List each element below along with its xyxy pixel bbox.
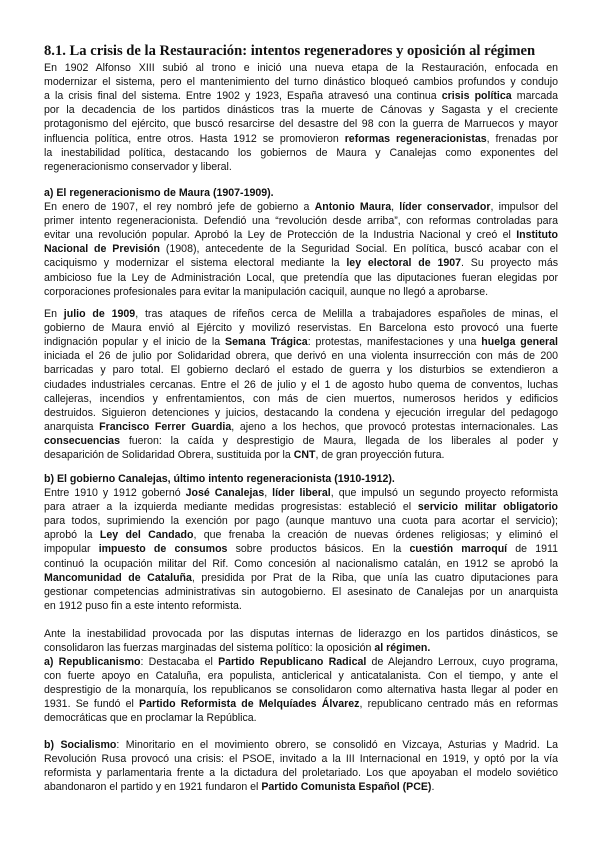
text-line: corporaciones profesionales para evitar la manipulación caciquil, aunque no llegó a aprobarse. bbox=[44, 285, 489, 298]
text-line: para atraer a la izquierda mediante medidas progresistas: estableció el servicio militar obligatorio bbox=[44, 501, 558, 514]
text-line: por la decadencia de los partidos dinásticos tras la muerte de Cánovas y Sagasta y el creciente bbox=[44, 104, 558, 117]
text-line: desprestigio de la monarquía, los republicanos se consolidaron como alternativa hasta llegar al poder en bbox=[44, 684, 558, 697]
text-line: b) Socialismo: Minoritario en el movimiento obrero, se consolidó en Vizcaya, Asturias y Madrid. La bbox=[44, 739, 558, 751]
text-line: para todos, suprimiendo la exención por pago (aunque mantuvo una cuota para acortar el servicio); bbox=[44, 515, 558, 528]
maura-heading: a) El regeneracionismo de Maura (1907-1909). bbox=[44, 187, 274, 199]
text-line: consecuencias fueron: la caída y desprestigio de Maura, llegada de los liberales al poder y bbox=[44, 434, 558, 447]
text-line: caciquismo y modernizar el sistema electoral mediante la ley electoral de 1907. Su proyecto más bbox=[44, 257, 558, 270]
text-line: a) Republicanismo: Destacaba el Partido Republicano Radical de Alejandro Lerroux, cuyo programa, bbox=[44, 656, 558, 668]
text-line: En julio de 1909, tras ataques de rifeños cerca de Melilla a trabajadores españoles de minas, el bbox=[44, 308, 558, 320]
text-line: la inestabilidad política, destacando los gobiernos de Maura y Canalejas como exponentes del bbox=[44, 146, 558, 159]
text-line: destruidos. Siguieron detenciones y juicios, destacando la condena y ejecución irregular del pedagogo bbox=[44, 406, 558, 419]
text-line: regeneracionismo conservador y liberal. bbox=[44, 160, 232, 173]
text-line: en 1912 puso fin a este intento reformista. bbox=[44, 599, 242, 612]
text-line: abandonaron el partido y en 1921 fundaron el Partido Comunista Español (PCE). bbox=[44, 781, 435, 794]
text-line: con fuerte apoyo en Cataluña, era populista, anticlerical y anticatalanista. Con el tiempo, y ante el bbox=[44, 670, 558, 683]
text-line: indignación popular y el inicio de la Semana Trágica: protestas, manifestaciones y una huelga general bbox=[44, 336, 558, 349]
text-line: En enero de 1907, el rey nombró jefe de gobierno a Antonio Maura, líder conservador, impulsor del bbox=[44, 201, 558, 213]
text-line: Ante la inestabilidad provocada por las disputas internas de liderazgo en los partidos dinásticos, se bbox=[44, 628, 558, 640]
text-line: continuó la ocupación militar del Rif. Como concesión al nacionalismo catalán, en 1912 se aprobó la bbox=[44, 557, 558, 570]
text-line: protagonismo del ejército, que buscó resarcirse del desastre del 98 con la guerra de Marruecos y mayor bbox=[44, 118, 558, 131]
text-line: gobierno de Maura envió al Ejército y movilizó reservistas. En Barcelona esto provocó una fuerte bbox=[44, 322, 558, 335]
text-line: Nacional de Previsión (1908), antecedente de la Seguridad Social. En política, buscó acabar con el bbox=[44, 243, 558, 256]
text-line: reformista y parlamentaria frente a la dictadura del proletariado. Los que apoyaban el modelo soviético bbox=[44, 767, 558, 780]
text-line: 1931. Se fundó el Partido Reformista de Melquíades Álvarez, republicano centrado más en reformas bbox=[44, 698, 558, 711]
text-line: Revolución Rusa provocó una crisis: el PSOE, invitado a la III Internacional en 1919, y optó por la vía bbox=[44, 753, 558, 766]
text-line: Mancomunidad de Cataluña, presidida por Prat de la Riba, que unía las cuatro diputaciones para bbox=[44, 571, 558, 584]
text-line: callejeras, incendios y enfrentamientos, con más de cien muertos, numerosos heridos y edificios bbox=[44, 392, 558, 405]
text-line: ciudades industriales cercanas. Entre el 26 de julio y el 1 de agosto hubo quema de conventos, luchas bbox=[44, 378, 558, 391]
text-line: anarquista Francisco Ferrer Guardia, ajeno a los hechos, que provocó protestas internacionales. Las bbox=[44, 420, 558, 433]
text-line: En 1902 Alfonso XIII subió al trono e inició una nueva etapa de la Restauración, enfocada en bbox=[44, 62, 558, 74]
text-line: primer intento regeneracionista. Defendió una “revolución desde arriba”, con reformas controladas para bbox=[44, 215, 558, 228]
page-title: 8.1. La crisis de la Restauración: intentos regeneradores y oposición al régimen bbox=[44, 43, 536, 59]
text-line: a la crisis final del sistema. Entre 1902 y 1923, España atravesó una continua crisis política marcada bbox=[44, 90, 558, 103]
text-line: evitar una revolución popular. Aprobó la Ley de Protección de la Industria Nacional y creó el Instituto bbox=[44, 229, 558, 242]
text-line: gestionar competencias administrativas sin autogobierno. El asesinato de Canalejas por un anarquista bbox=[44, 585, 558, 598]
text-line: ambicioso fue la Ley de Administración Local, que pretendía que las diputaciones fueran elegidas por bbox=[44, 271, 558, 284]
text-line: desaparición de Solidaridad Obrera, sustituida por la CNT, de gran proyección futura. bbox=[44, 449, 445, 461]
text-line: Entre 1910 y 1912 gobernó José Canalejas, líder liberal, que impulsó un segundo proyecto reformista bbox=[44, 487, 558, 499]
text-line: aprobó la Ley del Candado, que frenaba la creación de nuevas órdenes religiosas; y eliminó el bbox=[44, 529, 558, 542]
text-line: barricadas y paro total. El gobierno declaró el estado de guerra y los disturbios se extendieron a bbox=[44, 364, 558, 377]
canalejas-heading: b) El gobierno Canalejas, último intento regeneracionista (1910-1912). bbox=[44, 473, 395, 485]
text-line: influencia política, entre otros. Hasta 1912 se promovieron reformas regeneracionistas, frenadas por bbox=[44, 132, 558, 145]
text-line: iniciada el 26 de julio por Solidaridad obrera, que derivó en una violenta insurrección con más de 200 bbox=[44, 350, 558, 363]
text-line: modernizar el sistema, pero el mantenimiento del turno dinástico bloqueó cambios profundos y condujo bbox=[44, 76, 558, 89]
text-line: democráticas que en proclamar la República. bbox=[44, 712, 257, 725]
text-line: impopular impuesto de consumos sobre productos básicos. En la cuestión marroquí de 1911 bbox=[44, 543, 558, 556]
text-line: consolidaron las fuerzas marginadas del sistema político: la oposición al régimen. bbox=[44, 642, 431, 655]
